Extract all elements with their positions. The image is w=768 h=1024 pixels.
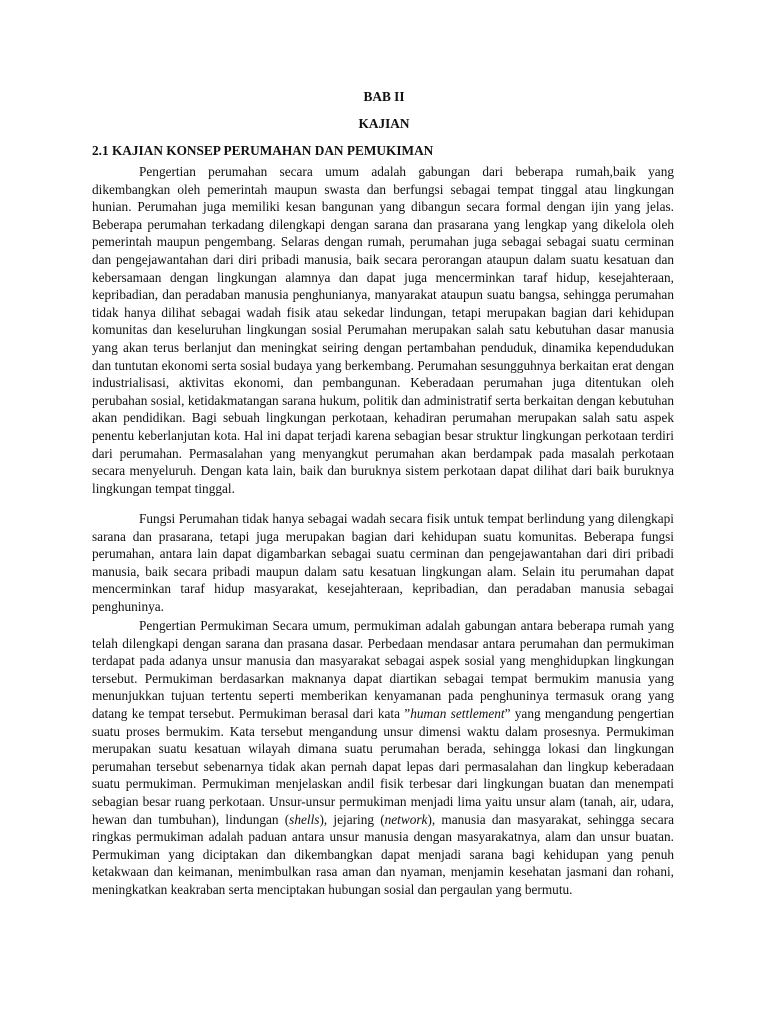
section-title: 2.1 KAJIAN KONSEP PERUMAHAN DAN PEMUKIMAN (92, 143, 434, 158)
chapter-title: KAJIAN (358, 116, 410, 131)
italic-term: shells (289, 811, 320, 827)
paragraph-text-segment: ” yang mengandung pengertian suatu proses bermukim. Kata tersebut mengandung unsur dimensi waktu dalam prosesnya. Permukiman merupakan suatu kesatuan wilayah dimana suatu perumahan berada, sehingga lokasi dan lingkungan perumahan tersebut sebenarnya tidak akan pernah dapat lepas dari permasalahan dan lingkup keberadaan suatu permukiman. Permukiman menjelaskan andil fisik terbesar dari lingkungan buatan dan menempati sebagian besar ruang perkotaan. Unsur-unsur permukiman menjadi lima yaitu unsur alam (tanah, air, udara, hewan dan tumbuhan), lindungan ( (92, 705, 674, 827)
paragraph-perumahan-function: Fungsi Perumahan tidak hanya sebagai wadah secara fisik untuk tempat berlindung yang dilengkapi sarana dan prasarana, tetapi juga merupakan bagian dari kehidupan suatu komunitas. Beberapa fungsi perumahan, antara lain dapat digambarkan sebagai suatu cerminan dan pengejawantahan dari diri pribadi manusia, baik secara pribadi maupun dalam satu kesatuan lingkungan alam. Selain itu perumahan dapat mencerminkan taraf hidup masyarakat, kesejahteraan, kepribadian, dan peradaban manusia sebagai penghuninya. (92, 511, 674, 614)
paragraph-text-segment: ), manusia dan masyarakat, sehingga secara ringkas permukiman adalah paduan antara unsur manusia dengan masyarakatnya, alam dan unsur buatan. Permukiman yang diciptakan dan dikembangkan dapat menjadi sarana bagi kehidupan yang penuh ketakwaan dan keimanan, menimbulkan rasa aman dan nyaman, menjamin kesehatan jasmani dan rohani, meningkatkan keakraban serta menciptakan hubungan sosial dan pergaulan yang bermutu. (92, 811, 674, 897)
paragraph-text-segment: Pengertian Permukiman Secara umum, permukiman adalah gabungan antara beberapa rumah yang telah dilengkapi dengan sarana dan prasana dasar. Perbedaan mendasar antara perumahan dan permukiman terdapat pada adanya unsur manusia dan masyarakat sebagai aspek sosial yang menghidupkan lingkungan tersebut. Permukiman berdasarkan maknanya dapat diartikan sebagai tempat bermukim manusia yang menunjukkan tujuan tertentu seperti memberikan kenyamanan pada penghuninya termasuk orang yang datang ke tempat tersebut. Permukiman berasal dari kata ” (92, 618, 674, 721)
paragraph-permukiman-definition (92, 617, 674, 899)
italic-term: human settlement (410, 705, 505, 721)
paragraph-text-segment: ), jejaring ( (319, 811, 385, 827)
paragraph-perumahan-definition: Pengertian perumahan secara umum adalah gabungan dari beberapa rumah,baik yang dikembangkan oleh pemerintah maupun swasta dan berfungsi sebagai tempat tinggal atau lingkungan hunian. Perumahan juga memiliki kesan bangunan yang dibangun secara formal dengan ijin yang jelas. Beberapa perumahan terkadang dilengkapi dengan sarana dan prasarana yang lengkap yang dikelola oleh pemerintah maupun pengembang. Selaras dengan rumah, perumahan juga sebagai sebagai suatu cerminan dan pengejawantahan dari diri pribadi manusia, baik secara perorangan ataupun dalam suatu kesatuan dan kebersamaan dengan lingkungan alamnya dan dapat juga mencerminkan taraf hidup, kesejahteraan, kepribadian, dan peradaban manusia penghunianya, manyarakat ataupun suatu bangsa, sehingga perumahan tidak hanya dilihat sebagai wadah fisik atau sekedar lindungan, tetapi merupakan bagian dari kehidupan komunitas dan keseluruhan lingkungan sosial Perumahan merupakan salah satu kebutuhan dasar manusia yang akan terus berlanjut dan meningkat seiring dengan pertambahan penduduk, dinamika kependudukan dan tuntutan ekonomi serta sosial budaya yang berkembang. Perumahan sesungguhnya berkaitan erat dengan industrialisasi, aktivitas ekonomi, dan pembangunan. Keberadaan perumahan juga ditentukan oleh perubahan sosial, ketidakmatangan sarana hukum, politik dan administratif serta berkaitan dengan kebutuhan akan pendidikan. Bagi sebuah lingkungan perkotaan, kehadiran perumahan merupakan salah satu aspek penentu keberlanjutan kota. Hal ini dapat terjadi karena sebagian besar struktur lingkungan perkotaan terdiri dari perumahan. Permasalahan yang menyangkut perumahan akan berdampak pada masalah perkotaan secara menyeluruh. Dengan kata lain, baik dan buruknya sistem perkotaan dapat dilihat dari baik buruknya lingkungan tempat tinggal. (92, 164, 674, 496)
chapter-number: BAB II (363, 89, 405, 104)
italic-term: network (384, 811, 428, 827)
